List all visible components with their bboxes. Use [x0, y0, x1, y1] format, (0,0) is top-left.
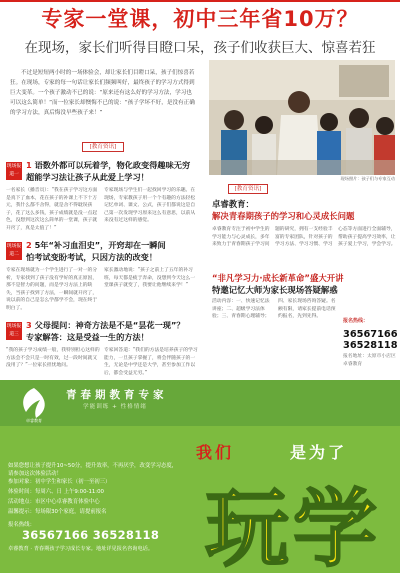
section-column-right: 家长激动地说：“孩子之前上了五年的补习班，每天都是疲于奔命，没想到今天这么一堂课孩子就变了，我要让他继续来学！”: [104, 268, 196, 289]
brand-logo-label: 卓睿教育: [26, 418, 42, 423]
ad-line: 如果您想让孩子提升10~50分，提升效率，不再厌学，改变学习态度，请参加这次体验活动！: [8, 463, 178, 478]
intro-paragraph: 不过是短短两小时的一场体验会，却让家长们目瞪口呆，孩子们惊喜若狂。在现场，专家的每一句话让家长们频频叫好，最终孩子的学习方式得到巨大变革。一个孩子激动不已的说：“原来还有这么好的学习方法，学习也可以这么简单！”而一位家长却懊悔不已的说：“孩子学坏不好，是没有正确的学习方法，真后悔没早些孩子来！”: [10, 70, 195, 116]
phone-label: 报名热线：: [8, 522, 35, 528]
report-badge: 现场报道一: [6, 162, 22, 180]
ad-line: 活动地点：市区中心卓睿教育体验中心: [8, 499, 100, 505]
photo-caption: 现场照片：孩子们与专家互动: [340, 176, 395, 181]
section-title: [26, 320, 185, 331]
article-heading: 卓睿教育：: [212, 199, 254, 209]
section-title-line-1: 父母提问：神奇方法是不是“昙花一现”？: [34, 320, 185, 330]
section-column-left: 专家在现场就为一个学生进行了一对一的分析，专家找到了孩子没有学好的真正原因，那不是智力的问题，而是学习方法上的缺失，当孩子找到了方法，一瞬间就开窍了，说以前的自己是怎么学都学不会，现在终于明白了。: [6, 268, 98, 311]
big-slogan-text: 玩学: [204, 480, 382, 573]
big-slogan-graphic: [186, 470, 400, 573]
section-number: 3: [26, 320, 32, 330]
brand-logo-icon: [10, 384, 58, 422]
ad-line: 参加对象：初中学生和家长（初一至初三）: [8, 479, 111, 485]
phone-numbers: 36567166 36528118: [22, 528, 160, 542]
section-number: 2: [26, 240, 32, 250]
ad-line: 体验时间：每周六、日 上午9:00-11:00: [8, 489, 104, 495]
event-body: 活动内容：一、快速记忆法讲座；二、超级学习法体验；三、青春期心理辅导；四、家长现场咨询答疑。名额有限，请家长提前电话预约报名，先到先得。: [212, 299, 336, 320]
hotline-note: 报名地址：太原市小店区卓睿教育: [343, 354, 396, 367]
big-slogan-word: [186, 470, 400, 573]
section-tag: [教育资讯]: [82, 142, 124, 152]
section-column-left: “我的孩子学习成绩一般，我特别担心这样的方法会不会只是一时有效，过一段时间就又没用了？”一位家长担忧地问。: [6, 348, 100, 369]
section-tag: [教育资讯]: [228, 184, 268, 194]
event-heading: “非凡学习力·成长新革命”盛大开讲: [212, 273, 344, 283]
hotline-number-2: 36528118: [343, 340, 398, 351]
report-badge: 现场报道二: [6, 242, 22, 260]
headline: 专家一堂课，初中三年省10万？: [41, 7, 359, 31]
section-column-right: 专家回答道：“我们的方法是培养孩子的学习能力，一旦孩子掌握了，将会伴随孩子的一生，无论是中学还是大学，甚至参加工作以后，都会受益无穷。”: [104, 348, 198, 376]
section-title: [26, 240, 166, 251]
brand-name: 青春期教育专家: [66, 389, 168, 401]
brand-tagline: 学能训练 + 性格情绪: [83, 404, 147, 410]
section-title-line-2: 怕考试变盼考试，只因方法的改变！: [26, 252, 158, 262]
ad-line: 温馨提示：每场限30个家庭，请提前报名: [8, 509, 107, 515]
article-heading-sub: 解决青春期孩子的学习和心灵成长问题: [212, 211, 355, 221]
hotline-label: 报名热线：: [343, 318, 369, 324]
section-number: 1: [26, 160, 32, 170]
report-section-2: [6, 240, 198, 310]
section-title-line-1: 5年“补习血泪史”，开窍却在一瞬间: [34, 240, 166, 250]
subheadline: 在现场，家长们听得目瞪口呆，孩子们收获巨大、惊喜若狂: [24, 40, 376, 56]
section-title-line-2: 专家解答：这是受益一生的方法！: [26, 332, 149, 342]
section-title: [26, 160, 190, 171]
hotline-number-1: 36567166: [343, 329, 398, 340]
slogan-part-1: 我们: [196, 443, 235, 462]
section-title-line-2: 超能学习法让孩子从此爱上学习！: [26, 172, 149, 182]
slogan-part-2: 是为了: [290, 443, 348, 462]
report-section-1: [6, 160, 198, 230]
section-column-right: 专家现场与学生们一起找回学习的乐趣。在现场，专家教孩子用一个个有趣的方法轻松记忆单词、课文、公式，孩子们都说这是自己第一次发现学习原来这么有意思，以前从来没有过这样的感觉。: [104, 188, 196, 224]
section-title-line-1: 语数外都可以玩着学，物化政变得趣味无穷: [34, 160, 191, 170]
report-badge: 现场报道三: [6, 322, 22, 340]
article-body: 卓睿教育专注于初中学生的学习能力与心灵成长，多年来致力于青春期孩子学习问题的研究，拥有一支经验丰富的专家团队，针对孩子的学习方法、学习习惯、学习心态等方面进行全面辅导，帮助孩子提高学习效率，让孩子爱上学习，学会学习。: [212, 227, 396, 248]
report-section-3: [6, 320, 198, 378]
event-photo: [209, 60, 395, 175]
brand-logo: [10, 384, 58, 422]
top-accent-bar: [0, 0, 400, 2]
classroom-photo-illustration: [209, 60, 395, 175]
section-column-left: 一名家长（播音员）：“我在孩子学习这方面是真下了血本，花在孩子的补课上不下十万元，我什么都不舍得，就是舍不得耽误孩子，花了这么多钱，孩子成绩就是没一点起色，没想到这次这么简单的一堂课，孩子就开窍了，真是太值了！”: [6, 188, 98, 231]
event-heading-sub: 特邀记忆大师为家长现场答疑解惑: [212, 285, 338, 295]
ad-footer: 卓睿教育 · 青春期孩子学习成长专家。地址详见报名咨询电话。: [8, 546, 154, 552]
